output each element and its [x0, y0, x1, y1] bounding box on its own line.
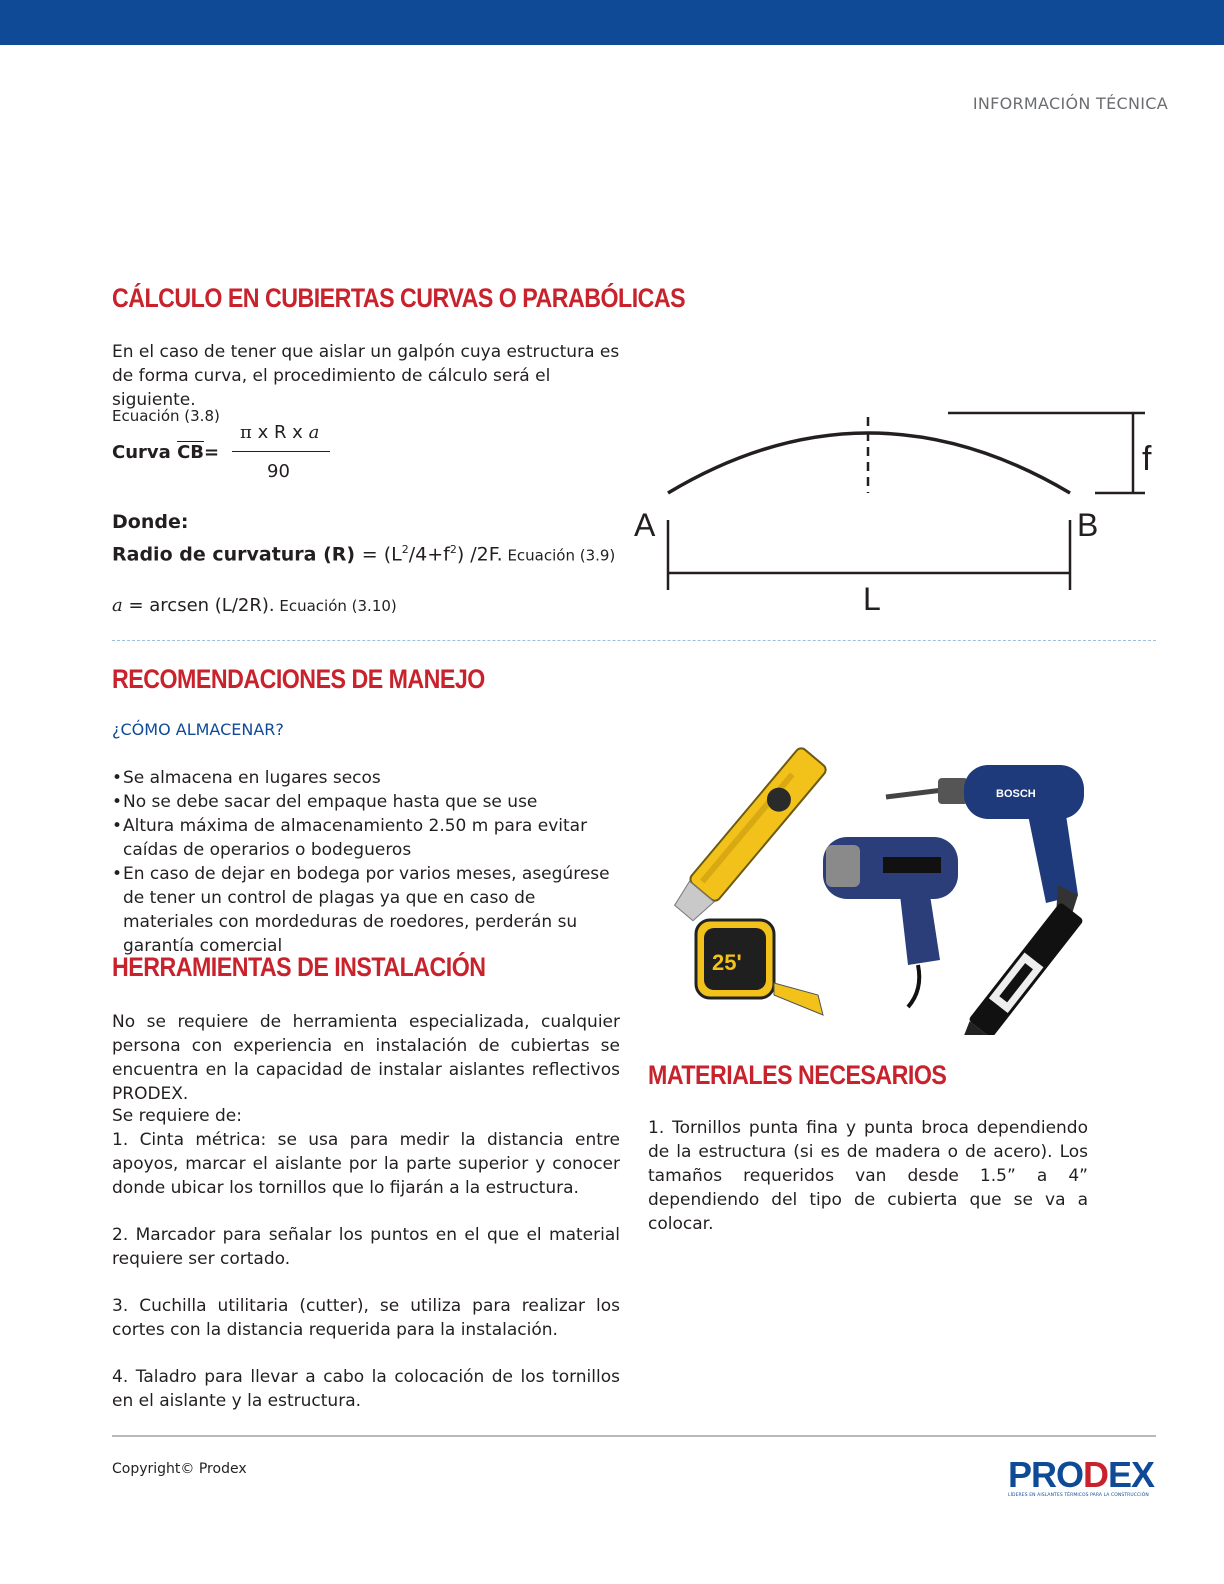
logo-tagline: LÍDERES EN AISLANTES TÉRMICOS PARA LA CONSTRUCCIÓN [1008, 1493, 1149, 1498]
radio-ref: Ecuación (3.9) [502, 546, 616, 565]
radio-sup-1: 2 [401, 543, 409, 556]
logo-ex: EX [1108, 1454, 1155, 1495]
fraction-denominator: 90 [267, 461, 290, 482]
radio-end: ) /2F. [456, 543, 503, 566]
tape-measure-illustration [696, 920, 823, 1015]
curva-word: Curva [112, 442, 178, 463]
materiales-text: 1. Tornillos punta fina y punta broca dependiendo de la estructura (si es de madera o de acero). Los tamaños requeridos van desde 1.5” a 4” dependiendo del tipo de cubierta que se va a colocar. [648, 1118, 1088, 1234]
label-a: A [634, 507, 656, 543]
donde-label: Donde: [112, 511, 189, 533]
radio-label: Radio de curvatura (R) [112, 543, 362, 566]
alpha-symbol: a [308, 422, 320, 443]
logo-d: D [1083, 1454, 1109, 1495]
list-item: • Se almacena en lugares secos [112, 766, 620, 790]
tools-photo [668, 745, 1122, 1035]
materiales-title: MATERIALES NECESARIOS [648, 1060, 947, 1090]
fraction-numerator [240, 421, 319, 445]
logo-pro: PRO [1008, 1454, 1084, 1495]
drill-brand: BOSCH [996, 788, 1036, 800]
list-item: • Altura máxima de almacenamiento 2.50 m para evitar caídas de operarios o bodegueros [112, 814, 620, 862]
herramientas-item-2: 2. Marcador para señalar los puntos en el que el material requiere ser cortado. [112, 1225, 620, 1269]
label-b: B [1077, 507, 1099, 543]
curvas-intro: En el caso de tener que aislar un galpón cuya estructura es de forma curva, el procedimiento de cálculo será el siguiente. [112, 342, 620, 410]
cb-segment: $\overline{CB}$ [177, 442, 204, 463]
herramientas-item-4: 4. Taladro para llevar a cabo la colocación de los tornillos en el aislante y la estructura. [112, 1367, 620, 1411]
copyright: Copyright© Prodex [112, 1461, 247, 1477]
utility-knife-illustration [670, 746, 828, 925]
alpha-eq: = arcsen (L/2R). [122, 595, 275, 616]
arc-diagram [630, 400, 1170, 620]
marker-illustration [956, 902, 1084, 1035]
heat-gun-illustration [823, 837, 958, 1007]
radio-sup-2: 2 [449, 543, 457, 556]
section-divider [112, 640, 1156, 641]
herramientas-item-1: 1. Cinta métrica: se usa para medir la distancia entre apoyos, marcar el aislante por la parte superior y conocer donde ubicar los tornillos que lo fijarán a la estructura. [112, 1130, 620, 1198]
radio-eq: = (L [361, 543, 402, 566]
radio-mid: /4+f [408, 543, 450, 566]
footer-divider [112, 1435, 1156, 1437]
label-l: L [863, 581, 881, 617]
numerator-text: x R x [257, 422, 309, 443]
manejo-title: RECOMENDACIONES DE MANEJO [112, 664, 485, 694]
list-item: • En caso de dejar en bodega por varios meses, asegúrese de tener un control de plagas ya que en caso de materiales con mordeduras de roedores, perderán su garantía comercial [112, 862, 620, 958]
herramientas-item-3: 3. Cuchilla utilitaria (cutter), se utiliza para realizar los cortes con la distancia requerida para la instalación. [112, 1296, 620, 1340]
alpha-sym: a [112, 595, 123, 616]
eq-3-8-label: Ecuación (3.8) [112, 407, 220, 425]
pi-symbol: π [240, 422, 252, 443]
alpha-formula [112, 594, 397, 618]
curva-equals: = [204, 442, 220, 463]
manejo-subtitle: ¿CÓMO ALMACENAR? [112, 720, 284, 739]
tape-label: 25' [712, 950, 742, 975]
list-item: • No se debe sacar del empaque hasta que se use [112, 790, 620, 814]
logo-wordmark [1008, 1454, 1158, 1495]
storage-list [112, 766, 620, 958]
curva-cb-label [112, 441, 219, 465]
radio-formula [112, 538, 615, 567]
top-bar [0, 0, 1224, 45]
herramientas-intro: No se requiere de herramienta especializada, cualquier persona con experiencia en instalación de cubiertas se encuentra en la capacidad de instalar aislantes reflectivos PRODEX. [112, 1012, 620, 1104]
label-f: f [1142, 440, 1152, 478]
prodex-logo [1008, 1454, 1158, 1498]
alpha-ref: Ecuación (3.10) [274, 597, 397, 615]
herramientas-title: HERRAMIENTAS DE INSTALACIÓN [112, 952, 486, 982]
curvas-title: CÁLCULO EN CUBIERTAS CURVAS O PARABÓLICAS [112, 283, 686, 313]
section-label: INFORMACIÓN TÉCNICA [972, 94, 1168, 113]
fraction-bar [232, 451, 330, 452]
herramientas-requiere: Se requiere de: [112, 1106, 242, 1126]
